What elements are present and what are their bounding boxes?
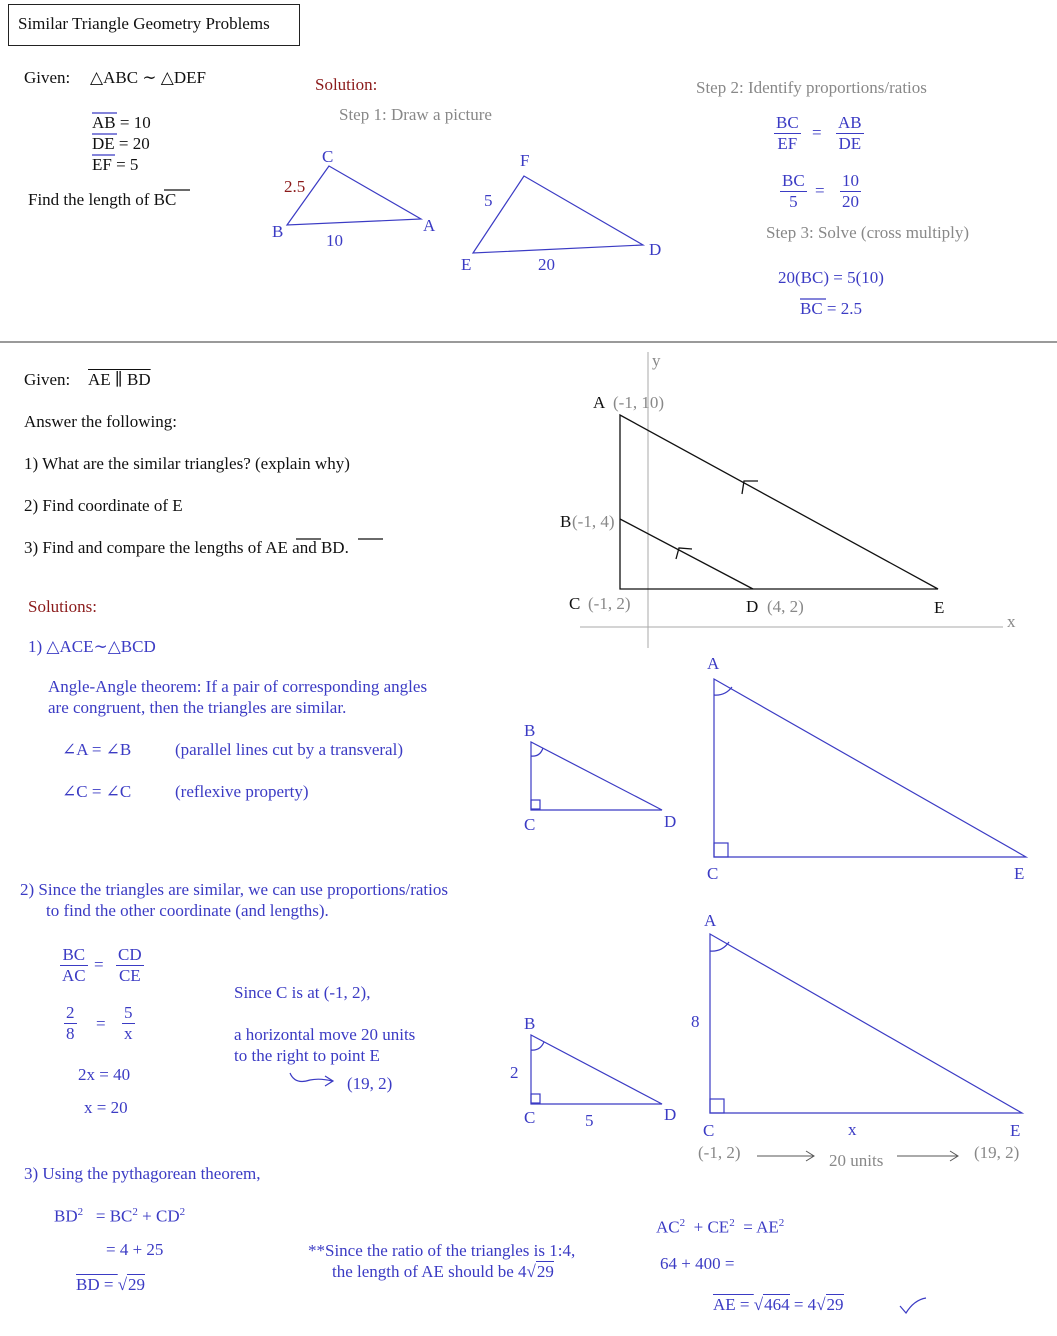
- question-2: 2) Find coordinate of E: [24, 496, 183, 515]
- s3-bd-answer: BD = √29: [76, 1275, 146, 1294]
- coord-label-d: D: [746, 597, 759, 616]
- tri1-side-bc: 2.5: [284, 177, 306, 196]
- answer-bc: BC = 2.5: [800, 299, 863, 318]
- frac-den: 5: [789, 192, 798, 212]
- frac-den: EF: [777, 134, 798, 154]
- coord-axis-x: x: [1007, 612, 1016, 631]
- s2-move1: a horizontal move 20 units: [234, 1025, 416, 1044]
- frac-num: CD: [116, 945, 144, 966]
- tri1-label-c: C: [322, 147, 334, 166]
- find-text: Find the length of BC: [28, 190, 177, 209]
- s3-bd-ans-label: BD =: [76, 1275, 118, 1294]
- fig2-c-coord: (-1, 2): [698, 1143, 741, 1162]
- fig2-angle-b: [531, 1042, 544, 1050]
- coord-label-c: C: [569, 594, 581, 613]
- given-label-2: Given:: [24, 370, 71, 389]
- fig2-right-angle-c1: [531, 1094, 540, 1103]
- s2-since: Since C is at (-1, 2),: [234, 983, 371, 1002]
- coord-xy-c: (-1, 2): [588, 594, 631, 613]
- exp: 2: [179, 1206, 186, 1218]
- fig1-label-d: D: [664, 812, 677, 831]
- frac-num: 2: [64, 1003, 77, 1024]
- coord-segment-bd: [620, 519, 753, 589]
- coord-triangle-ace: [620, 415, 938, 589]
- fig2-triangle-bcd: [531, 1035, 662, 1104]
- tri2-side-ef: 5: [484, 191, 493, 210]
- coord-label-a: A: [593, 393, 606, 412]
- coord-xy-a: (-1, 10): [613, 393, 664, 412]
- question-3: 3) Find and compare the lengths of AE and BD.: [24, 538, 349, 557]
- s3-cd-term: + CD: [142, 1206, 180, 1226]
- frac-num: BC: [60, 945, 88, 966]
- tri2-side-ed: 20: [538, 255, 555, 274]
- tri2-label-f: F: [520, 151, 530, 170]
- s3-ae-mid: = 4: [789, 1295, 817, 1314]
- coord-label-e: E: [934, 598, 945, 617]
- triangle-abc: [287, 166, 421, 225]
- question-1: 1) What are the similar triangles? (explain why): [24, 454, 350, 473]
- s2-line2: to find the other coordinate (and lengths).: [46, 901, 329, 920]
- given-label: Given:: [24, 68, 71, 87]
- exp: 2: [729, 1217, 735, 1229]
- fig1-label-c: C: [524, 815, 536, 834]
- frac-den: 8: [66, 1024, 75, 1044]
- s3-ae-radicand2: 29: [826, 1295, 844, 1314]
- s3-ae-ans-label: AE =: [713, 1295, 754, 1314]
- fig1-label-e: E: [1014, 864, 1025, 883]
- equals-sign: =: [96, 1014, 106, 1033]
- frac-num: AB: [836, 113, 864, 134]
- s3-ce-term: + CE: [693, 1217, 730, 1237]
- fig2-side-cd: 5: [585, 1111, 594, 1130]
- frac-den: AC: [62, 966, 86, 986]
- given-de: DE = 20: [92, 134, 150, 153]
- s3-ae-term: = AE: [743, 1217, 779, 1237]
- frac-den: DE: [838, 134, 862, 154]
- tri1-label-b: B: [272, 222, 284, 241]
- tri1-side-ba: 10: [326, 231, 343, 250]
- fig1-triangle-bcd: [531, 742, 662, 810]
- exp: 2: [77, 1206, 84, 1218]
- fig2-side-ce: x: [848, 1120, 857, 1139]
- s3-ae-radicand1: 464: [764, 1295, 790, 1314]
- solution-label: Solution:: [315, 75, 378, 94]
- s3-ae-sum: 64 + 400 =: [660, 1254, 735, 1273]
- arrow-to-result: [290, 1073, 332, 1081]
- coord-xy-b: (-1, 4): [572, 512, 615, 531]
- given-similarity: △ABC ∼ △DEF: [90, 68, 206, 87]
- s3-bc-term: = BC: [95, 1206, 133, 1226]
- page-title: Similar Triangle Geometry Problems: [18, 14, 270, 33]
- fig1-label-a: A: [707, 654, 720, 673]
- frac-num: 5: [122, 1003, 135, 1024]
- frac-den: CE: [118, 966, 141, 986]
- step1-label: Step 1: Draw a picture: [339, 105, 492, 124]
- tri1-label-a: A: [423, 216, 436, 235]
- frac-den: 20: [842, 192, 859, 212]
- parallel-mark-bd: [676, 548, 692, 559]
- s3-sum: = 4 + 25: [106, 1240, 164, 1259]
- s2-step-a: 2x = 40: [78, 1065, 131, 1084]
- fig1-label-b: B: [524, 721, 536, 740]
- s1-line1: Angle-Angle theorem: If a pair of corresponding angles: [48, 677, 428, 696]
- fig2-label-c2: C: [703, 1121, 715, 1140]
- s3-bd-lhs: BD: [54, 1206, 78, 1226]
- frac-num: BC: [774, 113, 801, 134]
- s3-note1: **Since the ratio of the triangles is 1:4,: [308, 1241, 576, 1260]
- fig2-side-bc: 2: [510, 1063, 519, 1082]
- coord-xy-d: (4, 2): [767, 597, 804, 616]
- coord-label-b: B: [560, 512, 572, 531]
- frac-den: x: [124, 1024, 133, 1044]
- equals-sign: =: [94, 955, 104, 974]
- fig2-side-ac: 8: [691, 1012, 700, 1031]
- answer-following: Answer the following:: [24, 412, 177, 431]
- triangle-def: [473, 176, 643, 253]
- s1-angle-a: ∠A = ∠B: [62, 740, 132, 759]
- fig2-label-e: E: [1010, 1121, 1021, 1140]
- frac-num: 10: [840, 171, 861, 192]
- given-ef: EF = 5: [92, 155, 139, 174]
- s3-note-radicand: 29: [536, 1262, 554, 1281]
- fig1-right-angle-c2: [714, 843, 728, 857]
- given-ab: AB = 10: [92, 113, 151, 132]
- equals-sign: =: [815, 181, 825, 200]
- exp: 2: [132, 1206, 138, 1218]
- equals-sign: =: [812, 123, 822, 142]
- exp: 2: [679, 1217, 686, 1229]
- fig2-label-a: A: [704, 911, 717, 930]
- fig2-triangle-ace: [710, 934, 1022, 1113]
- fig1-triangle-ace: [714, 679, 1026, 857]
- s2-result: (19, 2): [347, 1074, 393, 1093]
- fig2-e-coord: (19, 2): [974, 1143, 1020, 1162]
- s3-note2: the length of AE should be 4√29: [332, 1262, 554, 1281]
- step2-label: Step 2: Identify proportions/ratios: [696, 78, 927, 97]
- solutions-label: Solutions:: [28, 597, 97, 616]
- s1-reason1: (parallel lines cut by a transveral): [175, 740, 403, 759]
- s1-reason2: (reflexive property): [175, 782, 309, 801]
- given-parallel: AE ∥ BD: [88, 370, 151, 389]
- s3-heading: 3) Using the pythagorean theorem,: [24, 1164, 261, 1183]
- fig2-right-angle-c2: [710, 1099, 724, 1113]
- fig2-units: 20 units: [829, 1151, 884, 1170]
- s2-step-b: x = 20: [84, 1098, 128, 1117]
- s3-ae-answer: AE = √464 = 4√29: [713, 1295, 844, 1314]
- fig1-angle-b: [531, 748, 543, 756]
- exp: 2: [778, 1217, 785, 1229]
- fig1-label-c2: C: [707, 864, 719, 883]
- fig2-label-c: C: [524, 1108, 536, 1127]
- coord-axis-y: y: [652, 351, 661, 370]
- check-mark: [900, 1298, 926, 1313]
- s3-note2-text: the length of AE should be 4: [332, 1262, 527, 1281]
- s3-ac-term: AC: [656, 1217, 680, 1237]
- step3-label: Step 3: Solve (cross multiply): [766, 223, 970, 242]
- s2-move2: to the right to point E: [234, 1046, 380, 1065]
- s2-line1: 2) Since the triangles are similar, we can use proportions/ratios: [20, 880, 448, 899]
- s3-bd-radicand: 29: [128, 1275, 146, 1294]
- tri2-label-d: D: [649, 240, 662, 259]
- fig2-label-d: D: [664, 1105, 677, 1124]
- fig1-right-angle-c1: [531, 800, 540, 809]
- s1-angle-c: ∠C = ∠C: [62, 782, 132, 801]
- frac-num: BC: [780, 171, 807, 192]
- fig2-label-b: B: [524, 1014, 536, 1033]
- s1-line2: are congruent, then the triangles are similar.: [48, 698, 347, 717]
- tri2-label-e: E: [461, 255, 472, 274]
- cross-multiply: 20(BC) = 5(10): [778, 268, 884, 287]
- s1-heading: 1) △ACE∼△BCD: [28, 637, 156, 656]
